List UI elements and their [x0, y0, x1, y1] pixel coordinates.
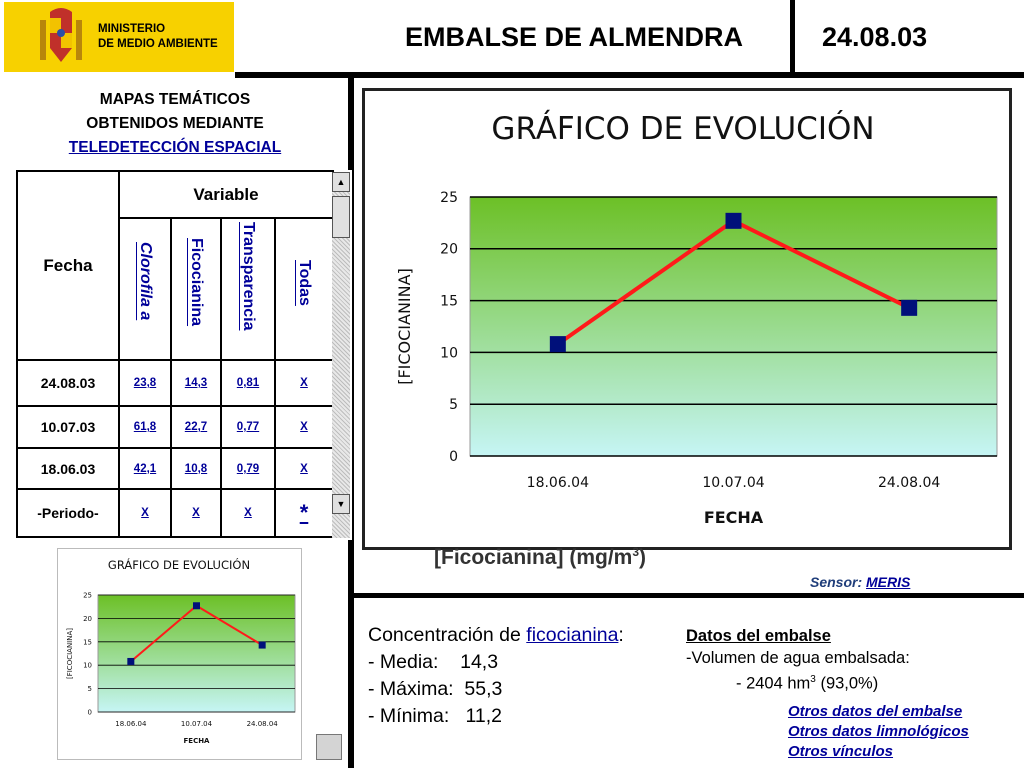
cell-value[interactable]: X	[141, 507, 149, 519]
page-title: EMBALSE DE ALMENDRA	[405, 22, 744, 52]
ficocianina-link[interactable]: ficocianina	[526, 624, 619, 646]
cell-value[interactable]: 42,1	[133, 462, 157, 475]
y-tick-label: 5	[449, 397, 458, 414]
data-point	[550, 336, 566, 352]
sensor-link[interactable]: MERIS	[866, 574, 911, 590]
row-date: 18.06.03	[40, 460, 96, 477]
header-divider-vertical	[790, 0, 795, 74]
concentration-summary	[368, 622, 624, 730]
link-other-links[interactable]: Otros vínculos	[788, 743, 894, 760]
ministry-name	[98, 22, 218, 52]
cell-value[interactable]: X	[244, 507, 252, 519]
cell-value[interactable]: X	[300, 421, 308, 433]
header-date: 24.08.03	[822, 22, 928, 52]
reservoir-volume-sup: 3	[810, 674, 816, 685]
scroll-up-button[interactable]: ▲	[332, 172, 350, 192]
cell-value[interactable]: *	[299, 500, 309, 525]
chart-title: GRÁFICO DE EVOLUCIÓN	[107, 558, 251, 572]
reservoir-volume-label: -Volumen de agua embalsada:	[686, 649, 910, 667]
cell-value[interactable]: 22,7	[184, 421, 208, 433]
cell-value[interactable]: 10,8	[184, 462, 208, 475]
data-point	[901, 300, 917, 316]
data-table	[16, 170, 352, 540]
y-axis-title: [FICOCIANINA]	[395, 268, 414, 385]
ministry-line2: DE MEDIO AMBIENTE	[98, 38, 218, 50]
scroll-down-button[interactable]: ▼	[332, 494, 350, 514]
variable-header: Variable	[193, 184, 259, 204]
small-evolution-chart	[57, 548, 302, 760]
fecha-header: Fecha	[43, 255, 93, 275]
col-todas[interactable]: Todas	[296, 260, 313, 306]
reservoir-data-title: Datos del embalse	[686, 627, 831, 645]
x-tick-label: 18.06.04	[115, 720, 147, 728]
cell-value[interactable]: 0,77	[236, 421, 260, 433]
y-tick-label: 5	[87, 685, 92, 694]
cell-value[interactable]: X	[300, 462, 308, 475]
cell-value[interactable]: X	[300, 377, 308, 389]
col-ficocianina[interactable]: Ficocianina	[188, 238, 205, 327]
plot-area	[98, 595, 295, 712]
x-tick-label: 24.08.04	[246, 720, 278, 728]
y-tick-label: 0	[449, 448, 458, 465]
row-date: 24.08.03	[40, 375, 96, 391]
sensor-info	[810, 574, 910, 590]
cell-value[interactable]: 61,8	[133, 421, 157, 433]
y-tick-label: 25	[83, 591, 92, 600]
table-scrollbar[interactable]	[332, 172, 350, 538]
col-clorofila[interactable]: Clorofila a	[137, 242, 154, 321]
y-tick-label: 10	[83, 661, 92, 670]
cell-value[interactable]: X	[192, 507, 200, 519]
heading-line1: MAPAS TEMÁTICOS	[99, 91, 251, 108]
main-evolution-chart	[362, 88, 1012, 550]
col-transparencia[interactable]: Transparencia	[240, 222, 257, 331]
link-other-limnological-data[interactable]: Otros datos limnológicos	[788, 723, 969, 740]
y-axis-title: [FICOCIANINA]	[66, 627, 74, 680]
x-tick-label: 24.08.04	[877, 475, 941, 491]
link-other-reservoir-data[interactable]: Otros datos del embalse	[788, 703, 963, 720]
y-tick-label: 10	[440, 345, 458, 362]
conc-minima: - Mínima: 11,2	[368, 705, 503, 727]
data-point	[259, 642, 266, 649]
legend-close: )	[639, 546, 647, 569]
table-border	[16, 536, 334, 538]
data-point	[726, 213, 742, 229]
conc-maxima: - Máxima: 55,3	[368, 678, 503, 700]
sensor-label: Sensor:	[810, 574, 863, 590]
bottom-divider	[350, 593, 1024, 598]
y-tick-label: 15	[440, 293, 458, 310]
x-axis-title: FECHA	[183, 737, 210, 745]
row-date: 10.07.03	[40, 419, 96, 435]
row-date: -Periodo-	[37, 505, 99, 521]
ministry-line1: MINISTERIO	[98, 23, 166, 35]
conc-media: - Media: 14,3	[368, 651, 499, 673]
nav-button[interactable]	[316, 734, 342, 760]
remote-sensing-link[interactable]: TELEDETECCIÓN ESPACIAL	[68, 139, 282, 156]
conc-prefix: Concentración de	[368, 624, 527, 646]
other-links	[788, 702, 969, 762]
y-tick-label: 25	[440, 189, 458, 206]
conc-suffix: :	[618, 624, 624, 646]
reservoir-data	[686, 625, 910, 695]
table-line	[118, 217, 334, 219]
y-tick-label: 15	[83, 638, 92, 647]
y-tick-label: 20	[440, 241, 458, 258]
x-tick-label: 10.07.04	[702, 475, 765, 491]
thematic-maps-heading	[30, 88, 320, 160]
cell-value[interactable]: 0,79	[236, 462, 260, 475]
chart-title: GRÁFICO DE EVOLUCIÓN	[491, 111, 875, 147]
x-axis-title: FECHA	[703, 508, 764, 527]
data-point	[193, 602, 200, 609]
x-tick-label: 18.06.04	[526, 475, 590, 491]
y-tick-label: 0	[87, 708, 92, 717]
plot-area	[470, 197, 997, 456]
cell-value[interactable]: 14,3	[184, 377, 208, 389]
reservoir-volume-percent: (93,0%)	[815, 674, 879, 693]
reservoir-volume-value: - 2404 hm	[736, 674, 811, 693]
scroll-thumb[interactable]	[332, 196, 350, 238]
data-point	[127, 658, 134, 665]
legend-label: [Ficocianina] (mg/m	[434, 546, 633, 569]
legend-sup: 3	[632, 545, 640, 559]
y-tick-label: 20	[83, 614, 92, 623]
cell-value[interactable]: 23,8	[133, 377, 157, 389]
heading-line2: OBTENIDOS MEDIANTE	[86, 115, 264, 132]
x-tick-label: 10.07.04	[180, 720, 213, 728]
legend-caption	[434, 545, 646, 570]
coat-of-arms-icon	[36, 6, 86, 68]
cell-value[interactable]: 0,81	[236, 377, 260, 389]
